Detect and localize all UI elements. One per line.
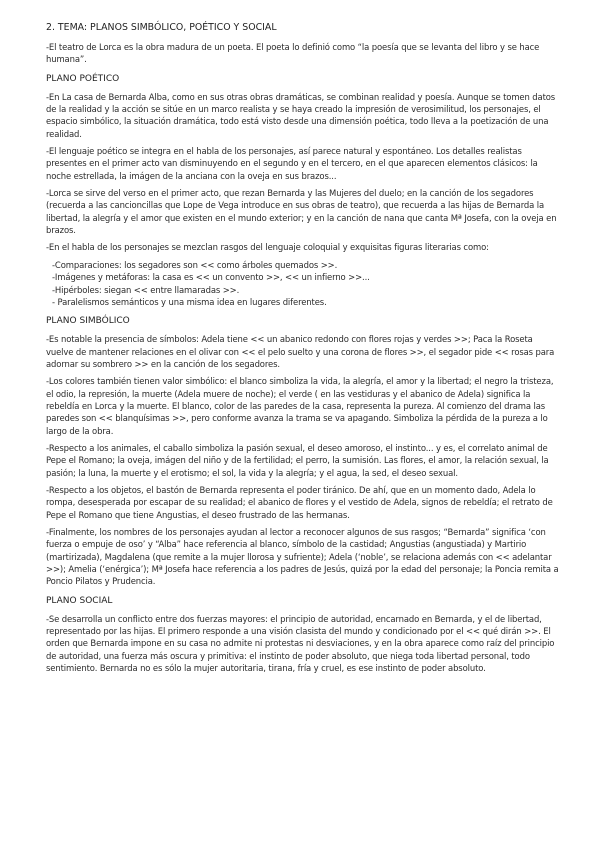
poetico-paragraph: -El lenguaje poético se integra en el habla de los personajes, así parece natural y espontáneo. Los detalles realistas presentes en el primer acto van disminuyendo en el segundo y en el tercero, en el que aparecen elementos clásicos: la noche estrellada, la imágen de la anciana con la oveja en sus brazos... <box>46 146 538 181</box>
list-item: - Paralelismos semánticos y una misma idea en lugares diferentes. <box>52 296 327 307</box>
heading-plano-social: PLANO SOCIAL <box>46 595 113 606</box>
poetico-paragraph: -Lorca se sirve del verso en el primer acto, que rezan Bernarda y las Mujeres del duelo; en la canción de los segadores (recuerda a las cancioncillas que Lope de Vega introduce en sus obras de teatro), que recuerda a las hijas de Bernarda la libertad, la alegría y el amor que existen en el mundo exterior; y en la canción de nana que canta Mª Josefa, con la oveja en brazos. <box>46 188 557 236</box>
simbolico-paragraph: -Respecto a los animales, el caballo simboliza la pasión sexual, el deseo amoroso, el instinto... y es, el correlato animal de Pepe el Romano; la oveja, imágen del niño y de la fertilidad; el perro, la sumisión. Las flores, el amor, la relación sexual, la pasión; la luna, la muerte y el erotismo; el sol, la vida y la alegría; y el agua, la sed, el deseo sexual. <box>46 442 549 478</box>
social-paragraph: -Se desarrolla un conflicto entre dos fuerzas mayores: el principio de autoridad, encarnado en Bernarda, y el de libertad, representado por las hijas. El primero responde a una visión clasista del mundo y condicionado por el << qué dirán >>. El orden que Bernarda impone en su casa no admite ni protestas ni desviaciones, y en la obra aparece como raíz del principio de autoridad, una fuerza más oscura y primitiva: el instinto de poder absoluto, que niega toda libertad personal, todo sentimiento. Bernarda no es sólo la mujer autoritaria, tirana, fría y cruel, es ese instinto de poder absoluto. <box>46 613 555 674</box>
figuras-literarias-list <box>46 259 560 308</box>
list-item: -Comparaciones: los segadores son << como árboles quemados >>. <box>52 259 338 270</box>
poetico-paragraph: -En el habla de los personajes se mezclan rasgos del lenguaje coloquial y exquisitas figuras literarias como: <box>46 242 489 253</box>
simbolico-paragraph: -Respecto a los objetos, el bastón de Bernarda representa el poder tiránico. De ahí, que en un momento dado, Adela lo rompa, desesperada por escapar de su realidad; el abanico de flores y el vestido de Adela, signos de rebeldía; el retrato de Pepe el Romano que tiene Angustias, el deseo frustrado de las hermanas. <box>46 484 553 520</box>
simbolico-paragraph: -Finalmente, los nombres de los personajes ayudan al lector a reconocer algunos de sus rasgos; “Bernarda” significa ‘con fuerza o empuje de oso’ y “Alba” hace referencia al blanco, símbolo de la castidad; Angustias (angustiada) y Martirio (martirizada), Magdalena (que remite a la mujer llorosa y sufriente); Adela (‘noble’, se relaciona además con << adelantar >>); Amelia (‘enérgica’); Mª Josefa hace referencia a los padres de Jesús, quizá por la edad del personaje; la Poncia remita a Poncio Pilatos y Prudencia. <box>46 527 559 587</box>
simbolico-paragraph: -Es notable la presencia de símbolos: Adela tiene << un abanico redondo con flores rojas y verdes >>; Paca la Roseta vuelve de mantener relaciones en el olivar con << el pelo suelto y una corona de flores >>, el segador pide << rosas para adornar su sombrero >> en la canción de los segadores. <box>46 334 555 369</box>
simbolico-paragraph: -Los colores también tienen valor simbólico: el blanco simboliza la vida, la alegría, el amor y la libertad; el negro la tristeza, el odio, la represión, la muerte (Adela muere de noche); el verde ( en las vestiduras y el abanico de Adela) significa la rebeldía en Lorca y la muerte. El blanco, color de las paredes de la casa, representa la pureza. Al comienzo del drama las paredes son << blanquísimas >>, pero conforme avanza la trama se va apagando. Simboliza la pérdida de la pureza a lo largo de la obra. <box>46 376 554 436</box>
heading-plano-poetico: PLANO POÉTICO <box>46 73 120 84</box>
document-title: 2. TEMA: PLANOS SIMBÓLICO, POÉTICO Y SOCIAL <box>46 22 277 33</box>
heading-plano-simbolico: PLANO SIMBÓLICO <box>46 316 130 327</box>
list-item: -Hipérboles: siegan << entre llamaradas >>. <box>52 284 240 295</box>
intro-paragraph: -El teatro de Lorca es la obra madura de un poeta. El poeta lo definió como “la poesía que se levanta del libro y se hace humana”. <box>46 42 540 65</box>
poetico-paragraph: -En La casa de Bernarda Alba, como en sus otras obras dramáticas, se combinan realidad y poesía. Aunque se tomen datos de la realidad y la acción se sitúe en un marco realista y se haya creado la impresión de verosimilitud, los personajes, el espacio simbólico, la situación dramática, todo está visto desde una dimensión poética, todo lleva a la poetización de una realidad. <box>46 91 556 139</box>
list-item: -Imágenes y metáforas: la casa es << un convento >>, << un infierno >>... <box>52 272 370 283</box>
